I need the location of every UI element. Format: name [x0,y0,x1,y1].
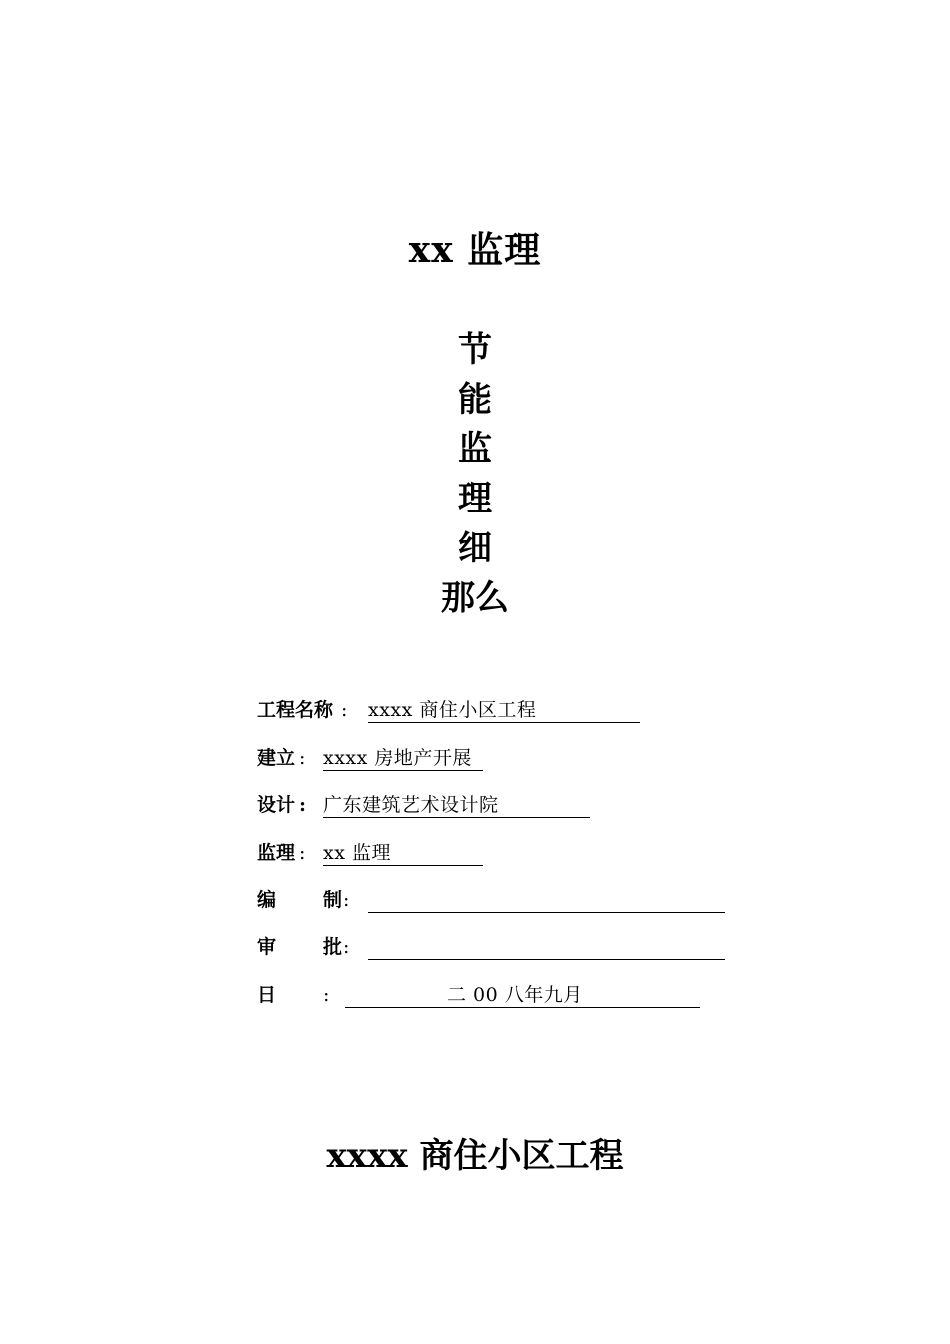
field-label: 设计 [257,794,296,816]
field-value: 广东建筑艺术设计院 [323,794,499,816]
field-label: 工程名称 [257,699,334,721]
field-underline [368,912,725,913]
document-title-vertical [0,326,950,623]
field-colon: : [343,889,350,911]
field-colon: : [341,699,348,721]
field-compiler [257,885,727,915]
field-designer [257,790,657,820]
field-colon: : [299,842,306,864]
field-colon: : [323,984,330,1006]
field-colon: : [343,936,350,958]
field-label: 批 [323,936,343,958]
field-label: 建立 [257,747,296,769]
field-date [257,980,727,1010]
field-underline [323,770,483,771]
field-supervisor [257,838,657,868]
field-underline [368,959,725,960]
field-colon: : [299,794,307,816]
field-value: xxxx 房地产开展 [323,747,472,769]
field-approver [257,932,727,962]
field-value: 二 00 八年九月 [447,984,583,1006]
field-label: 监理 [257,842,296,864]
field-project-name [257,695,657,725]
field-underline [323,865,483,866]
field-value: xx 监理 [323,842,391,864]
field-colon: : [299,747,306,769]
field-label: 日 [257,984,277,1006]
title-char: 能 [458,379,492,420]
company-title: xx 监理 [408,229,542,271]
field-underline [323,817,590,818]
field-builder [257,743,657,773]
title-char: 细 [458,528,492,568]
field-label: 编 [257,889,277,911]
field-value: xxxx 商住小区工程 [368,699,537,721]
title-char: 那么 [441,577,509,618]
title-char: 节 [458,330,492,370]
title-char: 理 [458,478,492,519]
field-underline [368,722,640,723]
title-char: 监 [458,429,492,469]
field-underline [345,1007,700,1008]
field-label: 制 [323,889,343,911]
project-name-footer: xxxx 商住小区工程 [326,1136,624,1176]
field-label: 审 [257,936,277,958]
